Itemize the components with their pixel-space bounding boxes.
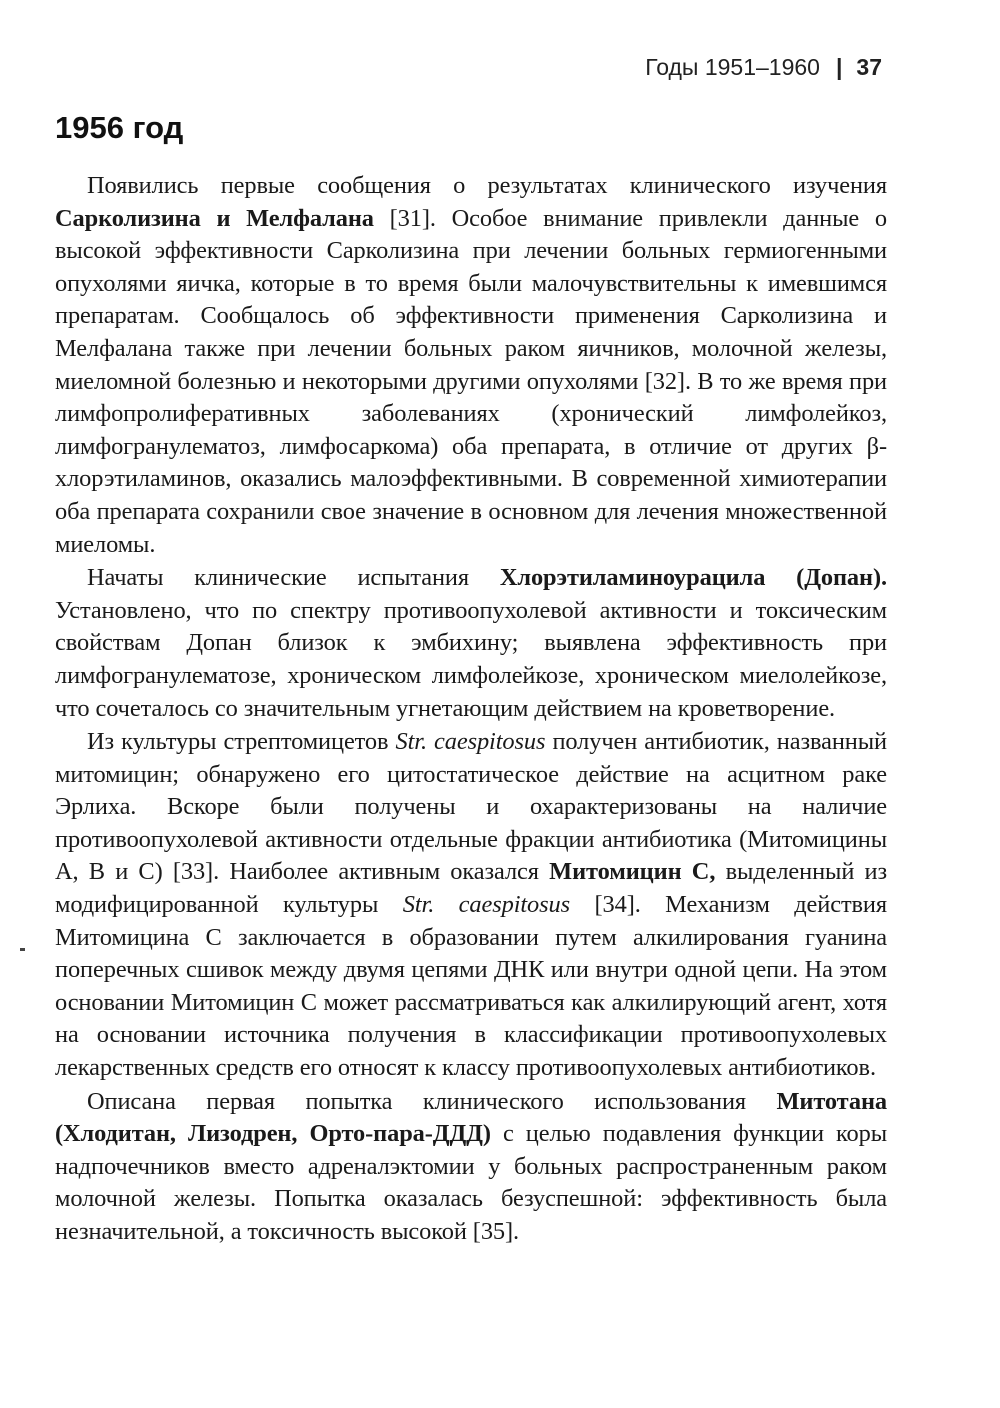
organism-name: Str. caespitosus — [402, 891, 571, 919]
text-run: получен антибиотик, названный митомицин; обнаружено его цитостатическое действие на асцитном раке Эрлиха. Вскоре были получены и охарактеризованы на наличие противоопухолевой активности отдельные фракции антибиотика (Митомицины A, B и C) [33]. Наиболее активным оказался — [55, 728, 887, 886]
body-text — [55, 170, 887, 1250]
paragraph-mitotane — [55, 1086, 887, 1249]
text-run: Описана первая попытка клинического использования — [87, 1087, 777, 1115]
drug-name: Сарколизина и Мелфалана — [55, 204, 374, 232]
header-separator: | — [835, 54, 843, 80]
text-run: [31]. Особое внимание привлекли данные о высокой эффективности Сарколизина при лечении больных гермиогенными опухолями яичка, которые в то время были малочувствительны к имевшимся препаратам. Сообщалось об эффективности применения Сарколизина и Мелфалана также при лечении больных раком яичников, молочной железы, миеломной болезнью и некоторыми другими опухолями [32]. В то же время при лимфопролиферативных заболеваниях (хронический лимфолейкоз, лимфогранулематоз, лимфосаркома) оба препарата, в отличие от других β-хлорэтиламинов, оказались малоэффективными. В современной химиотерапии оба препарата сохранили свое значение в основном для лечения множественной миеломы. — [55, 204, 887, 558]
text-run: выделенный из модифицированной культуры — [55, 858, 888, 919]
organism-name: Str. caespitosus — [395, 728, 546, 756]
running-title: Годы 1951–1960 — [645, 54, 820, 80]
paragraph-sarcolysin — [55, 170, 887, 561]
paragraph-mitomycin — [55, 726, 887, 1085]
text-run: Появились первые сообщения о результатах клинического изучения — [87, 172, 887, 199]
running-header — [645, 54, 882, 81]
section-title: 1956 год — [55, 110, 184, 145]
drug-name: Хлорэтиламиноурацила (Допан). — [499, 564, 887, 592]
text-run: Начаты клинические испытания — [87, 564, 500, 592]
text-run: с целью подавления функции коры надпочечников вместо адреналэктомии у больных распространенным раком молочной железы. Попытка оказалась безуспешной: эффективность была незначительной, а токсичность высокой [35]. — [55, 1120, 888, 1245]
page-number: 37 — [856, 54, 882, 80]
drug-name: Митомицин С, — [549, 858, 716, 886]
drug-name: Митотана (Хлодитан, Лизодрен, Орто-пара-ДДД) — [55, 1087, 887, 1148]
margin-mark — [20, 948, 25, 951]
paragraph-dopan — [55, 562, 887, 725]
text-run: [34]. Механизм действия Митомицина С заключается в образовании путем алкилирования гуанина поперечных сшивок между двумя цепями ДНК или внутри одной цепи. На этом основании Митомицин С может рассматриваться как алкилирующий агент, хотя на основании источника получения в классификации противоопухолевых лекарственных средств его относят к классу противоопухолевых антибиотиков. — [55, 891, 887, 1082]
text-run: Из культуры стрептомицетов — [87, 728, 396, 756]
text-run: Установлено, что по спектру противоопухолевой активности и токсическим свойствам Допан близок к эмбихину; выявлена эффективность при лимфогранулематозе, хроническом лимфолейкозе, хроническом миелолейкозе, что сочеталось со значительным угнетающим действием на кроветворение. — [55, 596, 887, 722]
